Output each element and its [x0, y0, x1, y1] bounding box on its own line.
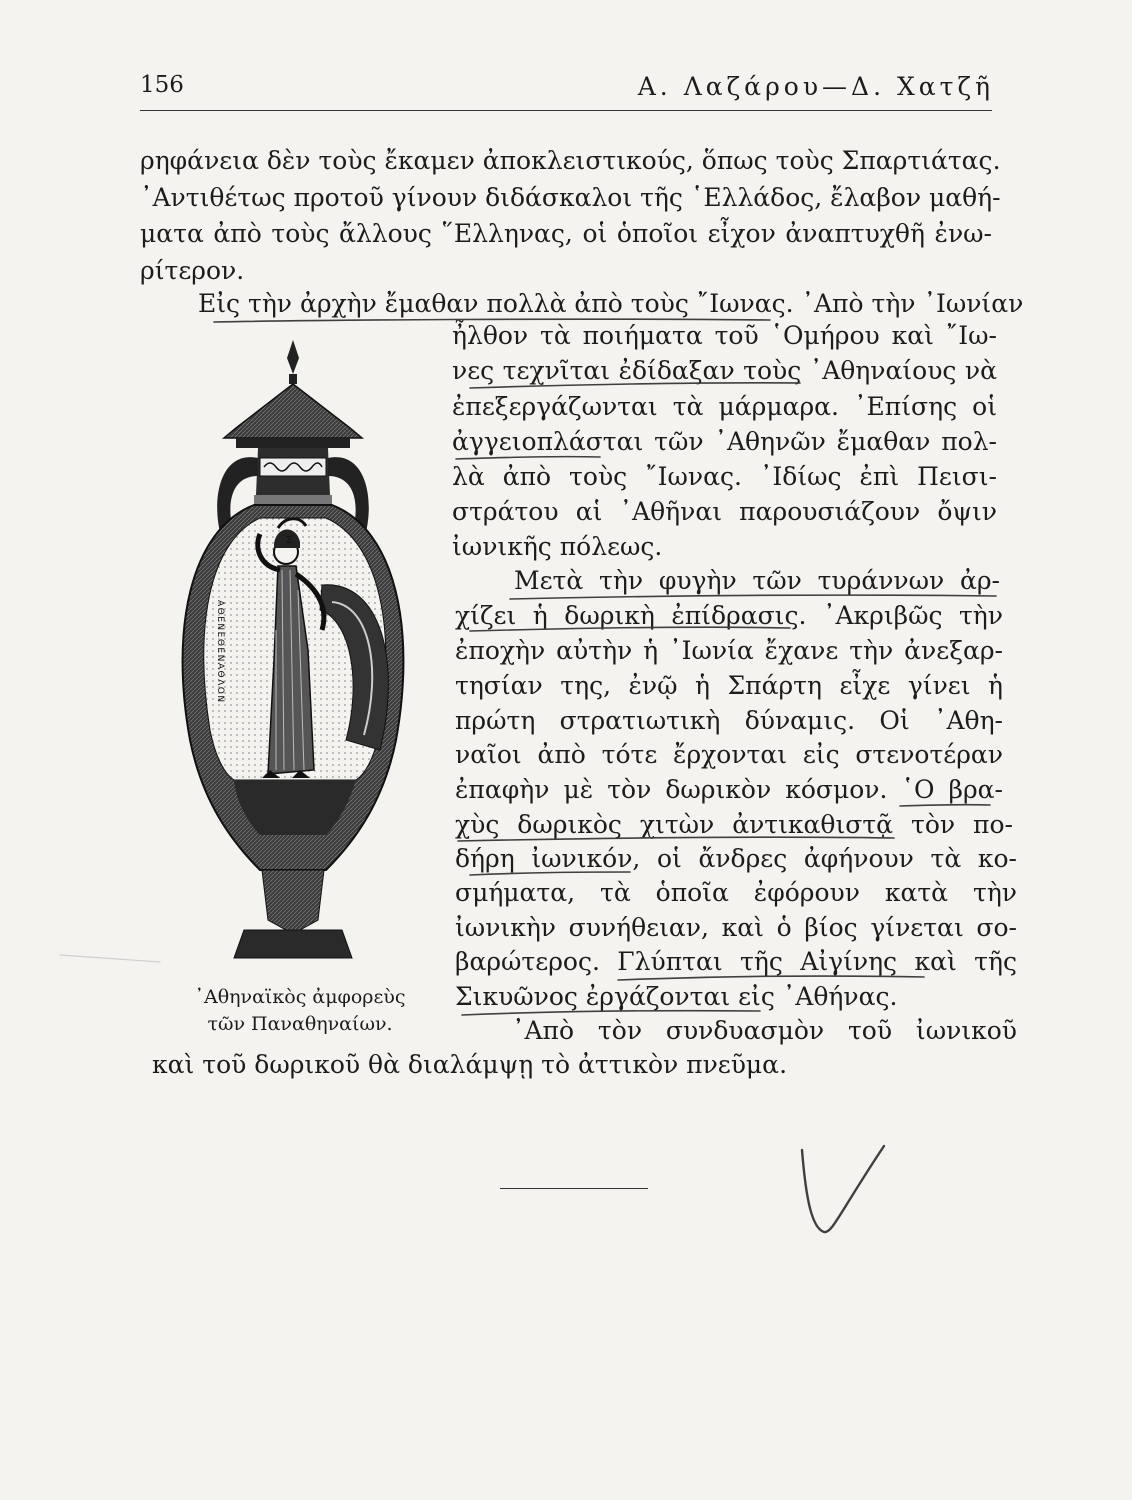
page-number: 156 [140, 72, 184, 98]
text-line-2: ᾽Αντιθέτως προτοῦ γίνουν διδάσκαλοι τῆς ῾Ελλάδος, ἔλαβον μαθή- [140, 183, 1001, 212]
figure-caption-line-1: ᾽Αθηναϊκὸς ἀμφορεὺς [194, 986, 406, 1008]
text-line-20: χὺς δωρικὸς χιτὼν ἀντικαθιστᾷ τὸν πο- [455, 810, 1013, 839]
running-head: Α. Λαζάρου—Δ. Χατζῆ [637, 72, 994, 101]
text-line-24: βαρώτερος. Γλύπται τῆς Αἰγίνης καὶ τῆς [455, 947, 1017, 976]
text-line-25: Σικυῶνος ἐργάζονται εἰς ᾽Αθήνας. [455, 982, 898, 1011]
text-line-23: ἰωνικὴν συνήθειαν, καὶ ὁ βίος γίνεται σο- [455, 913, 1017, 942]
text-line-3: ματα ἀπὸ τοὺς ἄλλους ῞Ελληνας, οἱ ὁποῖοι εἶχον ἀναπτυχθῆ ἐνω- [140, 219, 992, 248]
text-line-21: δήρη ἰωνικόν, οἱ ἄνδρες ἀφήνουν τὰ κο- [455, 844, 1017, 873]
end-of-chapter-rule [500, 1188, 648, 1189]
text-line-16: τησίαν της, ἐνῷ ἡ Σπάρτη εἶχε γίνει ἡ [455, 671, 1003, 700]
faint-margin-mark [60, 955, 160, 962]
text-line-26: ᾽Απὸ τὸν συνδυασμὸν τοῦ ἰωνικοῦ [512, 1016, 1017, 1045]
vase-inscription: ΑΘΕΝΕΘΕΝΑΘΛΟΝ [215, 600, 225, 704]
text-line-7: νες τεχνῖται ἐδίδαξαν τοὺς ᾽Αθηναίους νὰ [452, 356, 997, 385]
header-rule [140, 110, 992, 111]
text-line-17: πρώτη στρατιωτικὴ δύναμις. Οἱ ᾽Αθη- [455, 706, 1003, 735]
text-line-13: Μετὰ τὴν φυγὴν τῶν τυράννων ἀρ- [514, 566, 1000, 595]
text-line-4: ρίτερον. [140, 256, 245, 285]
text-line-22: σμήματα, τὰ ὁποῖα ἐφόρουν κατὰ τὴν [455, 878, 1017, 907]
helmet-letter: Σ [285, 536, 293, 546]
text-line-1: ρηφάνεια δὲν τοὺς ἔκαμεν ἀποκλειστικούς, ὅπως τοὺς Σπαρτιάτας. [140, 146, 1001, 175]
text-line-14: χίζει ἡ δωρικὴ ἐπίδρασις. ᾽Ακριβῶς τὴν [455, 601, 1003, 630]
text-line-15: ἐποχὴν αὐτὴν ἡ ᾽Ιωνία ἔχανε τὴν ἀνεξαρ- [455, 636, 1003, 665]
text-line-27: καὶ τοῦ δωρικοῦ θὰ διαλάμψῃ τὸ ἀττικὸν πνεῦμα. [152, 1050, 788, 1079]
text-line-9: ἀγγειοπλάσται τῶν ᾽Αθηνῶν ἔμαθαν πολ- [452, 427, 997, 456]
text-line-11: στράτου αἱ ᾽Αθῆναι παρουσιάζουν ὄψιν [452, 497, 997, 526]
text-line-12: ἰωνικῆς πόλεως. [452, 532, 663, 561]
text-line-5: Εἰς τὴν ἀρχὴν ἔμαθαν πολλὰ ἀπὸ τοὺς ῎Ιωνας. ᾽Απὸ τὴν ᾽Ιωνίαν [198, 289, 1024, 318]
panathenaic-amphora-illustration [150, 330, 450, 990]
text-line-6: ἦλθον τὰ ποιήματα τοῦ ῾Ομήρου καὶ ῎Ιω- [452, 321, 997, 350]
text-line-19: ἐπαφὴν μὲ τὸν δωρικὸν κόσμον. ῾Ο βρα- [455, 775, 1003, 804]
text-line-18: ναῖοι ἀπὸ τότε ἔρχονται εἰς στενοτέραν [455, 740, 1003, 769]
text-line-8: ἐπεξεργάζωνται τὰ μάρμαρα. ᾽Επίσης οἱ [452, 392, 997, 421]
pencil-check-mark [802, 1146, 884, 1232]
figure-caption-line-2: τῶν Παναθηναίων. [207, 1013, 393, 1035]
text-line-10: λὰ ἀπὸ τοὺς ῎Ιωνας. ᾽Ιδίως ἐπὶ Πεισι- [452, 462, 997, 491]
